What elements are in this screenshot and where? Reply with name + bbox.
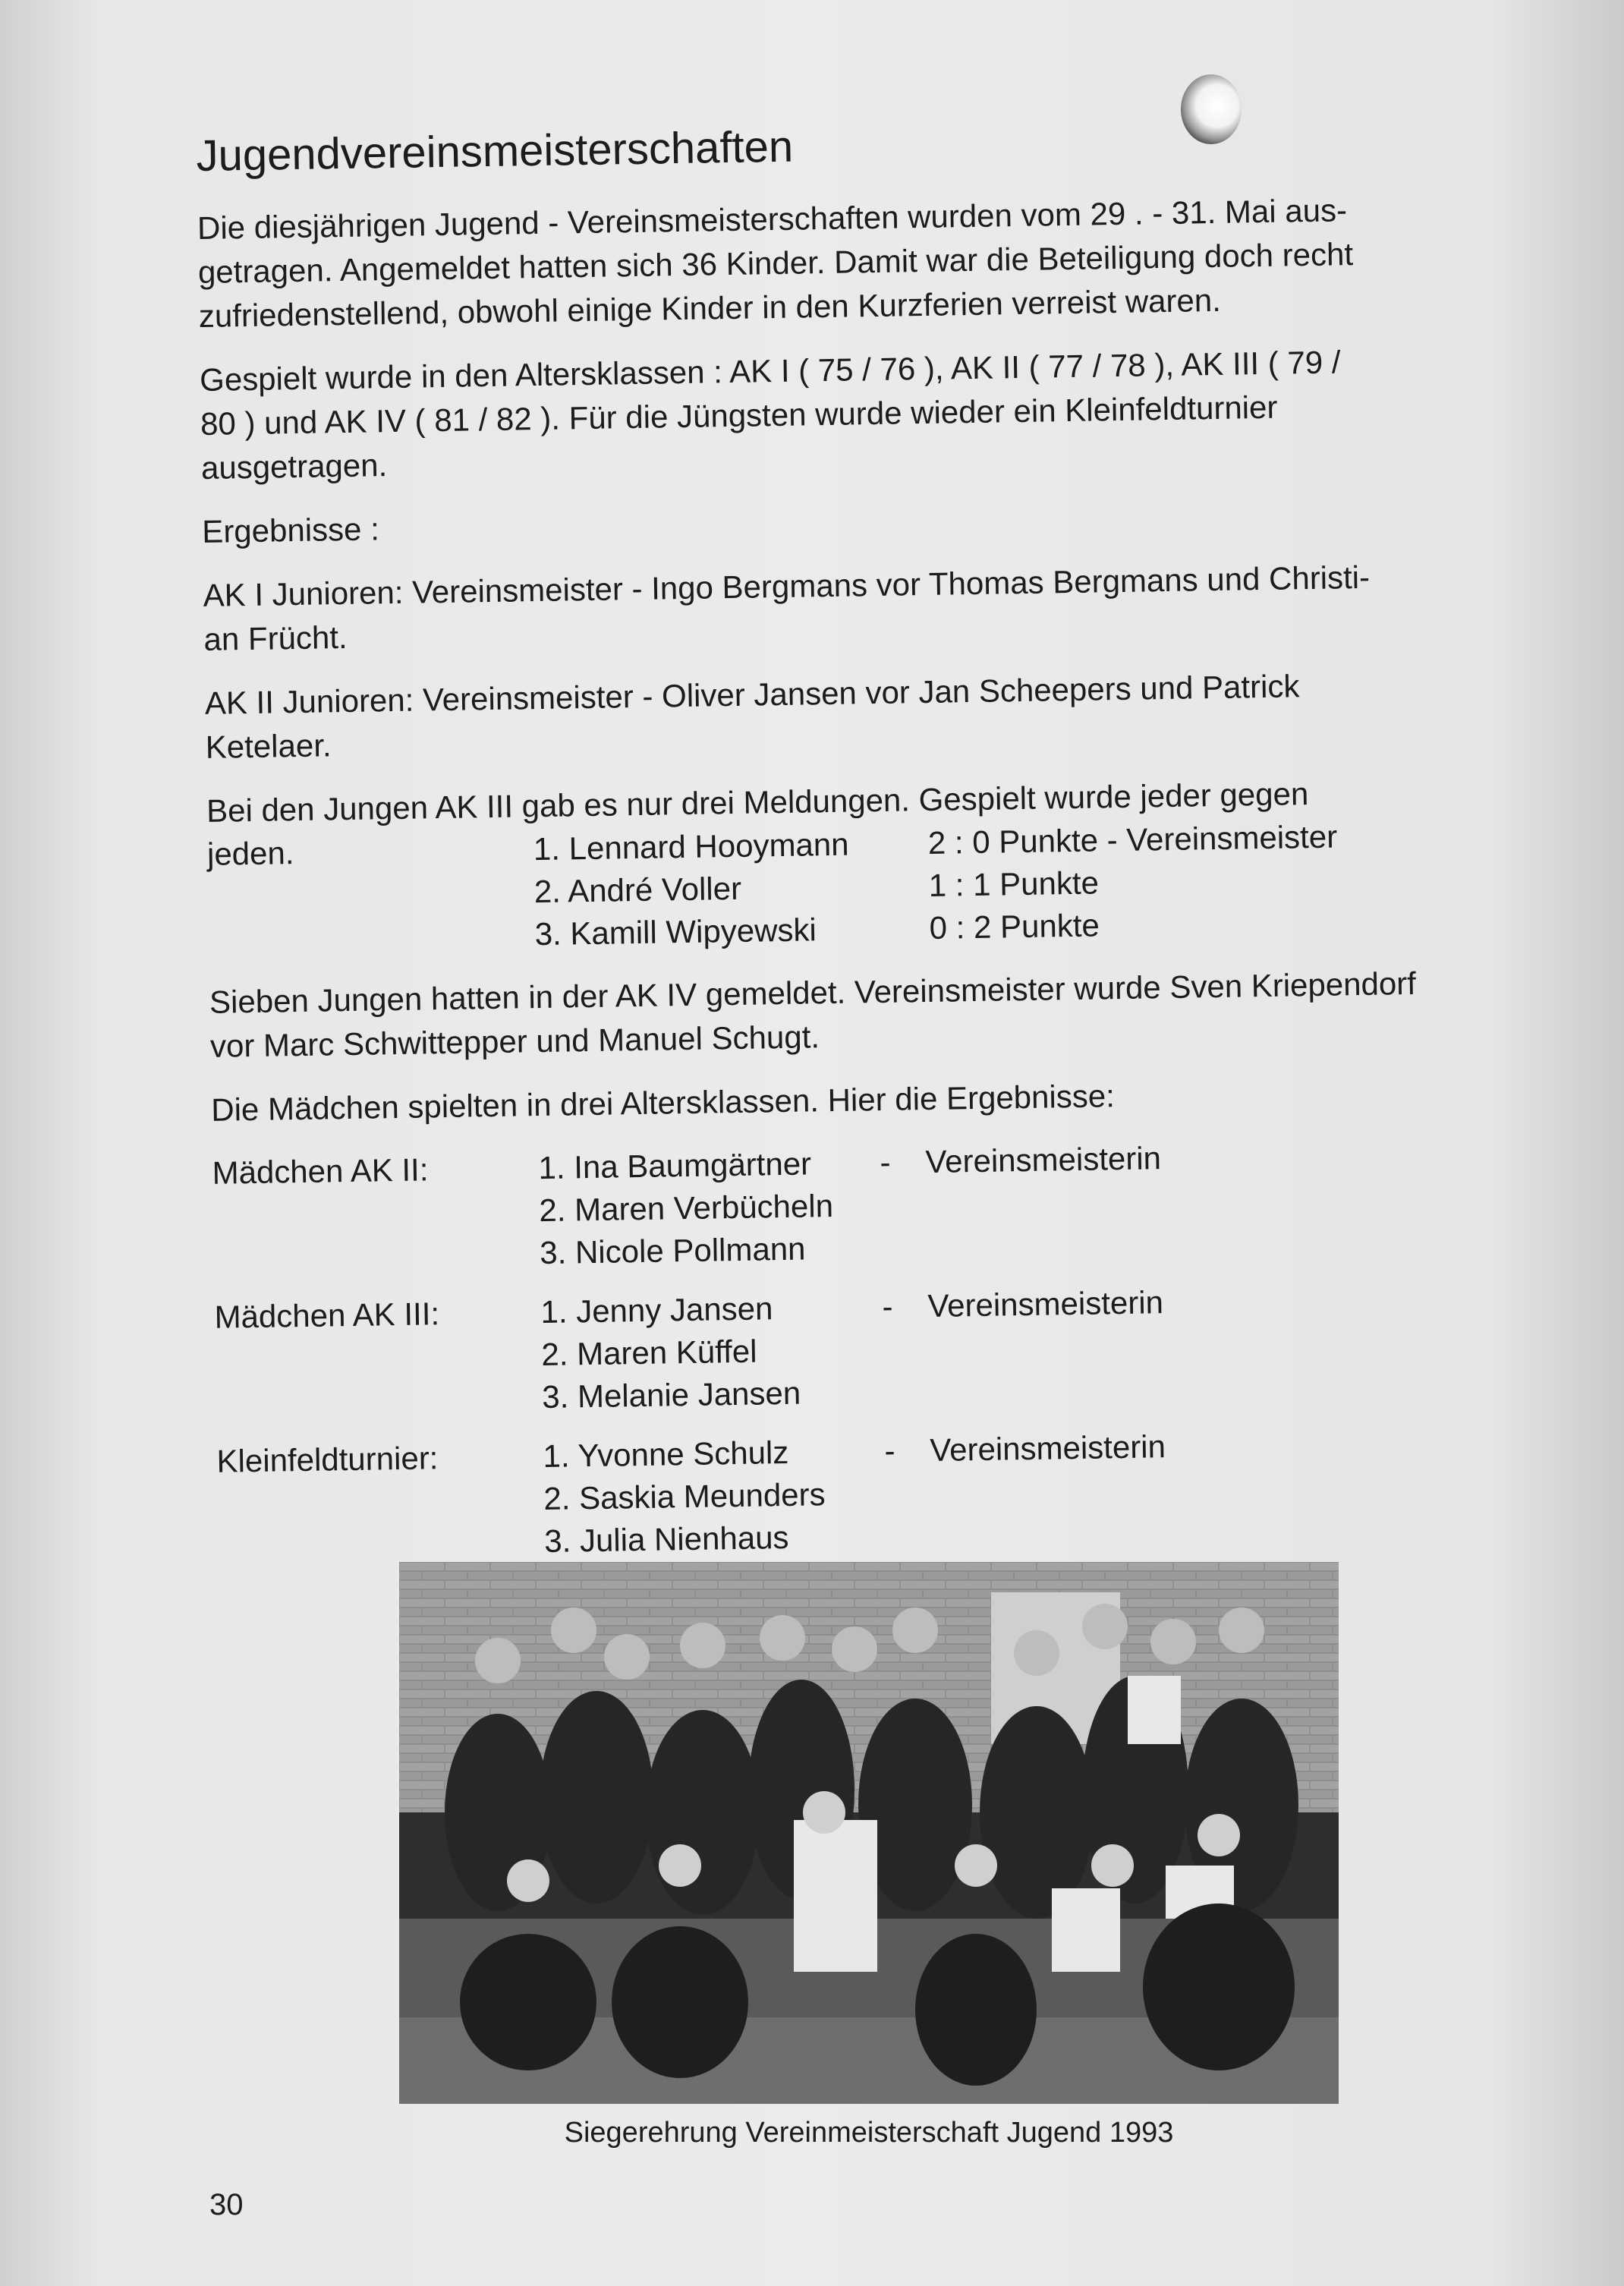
- age-classes-paragraph: [200, 338, 1509, 490]
- ak2-paragraph: [204, 661, 1512, 770]
- group-label: Kleinfeldturnier:: [216, 1440, 439, 1479]
- intro-line-3: zufriedenstellend, obwohl einige Kinder in den Kurzferien verreist waren.: [198, 282, 1222, 334]
- place-name: 1. Jenny Jansen: [540, 1290, 773, 1330]
- ak3-place-score: 0 : 2 Punkte: [929, 907, 1100, 946]
- ak3-place-name: 2. André Voller: [533, 870, 742, 910]
- ak3-place-score: 2 : 0 Punkte - Vereinsmeister: [927, 818, 1338, 861]
- winner-title: Vereinsmeisterin: [927, 1284, 1164, 1324]
- age-classes-line-3: ausgetragen.: [200, 447, 388, 486]
- girls-intro: Die Mädchen spielten in drei Altersklassen. Hier die Ergebnisse:: [210, 1078, 1116, 1128]
- place-name: 2. Maren Küffel: [541, 1333, 757, 1373]
- ak3-place-name: 3. Kamill Wipyewski: [534, 912, 817, 952]
- intro-line-1: Die diesjährigen Jugend - Vereinsmeisterschaften wurden vom 29 . - 31. Mai aus-: [197, 192, 1348, 246]
- ak2-line-1: AK II Junioren: Vereinsmeister - Oliver Jansen vor Jan Scheepers und Patrick: [204, 668, 1300, 721]
- dash: -: [880, 1144, 891, 1181]
- winner-title: Vereinsmeisterin: [925, 1140, 1162, 1180]
- intro-line-2: getragen. Angemeldet hatten sich 36 Kinder. Damit war die Beteiligung doch recht: [197, 236, 1354, 290]
- ak4-paragraph: [209, 960, 1518, 1069]
- kleinfeld-results: [216, 1420, 1525, 1568]
- ak4-line-2: vor Marc Schwittepper und Manuel Schugt.: [209, 1019, 820, 1064]
- age-classes-line-1: Gespielt wurde in den Altersklassen : AK I ( 75 / 76 ), AK II ( 77 / 78 ), AK III ( 79 /: [199, 344, 1341, 398]
- ak3-place-score: 1 : 1 Punkte: [928, 864, 1100, 903]
- place-name: 3. Julia Nienhaus: [543, 1519, 789, 1560]
- ak1-line-2: an Frücht.: [203, 619, 348, 657]
- place-name: 1. Ina Baumgärtner: [538, 1145, 812, 1186]
- ak3-line-1: Bei den Jungen AK III gab es nur drei Meldungen. Gespielt wurde jeder gegen: [206, 776, 1309, 829]
- ak1-paragraph: [203, 553, 1511, 662]
- ak3-place-name: 1. Lennard Hooymann: [533, 826, 849, 867]
- group-photo-image: [399, 1562, 1339, 2104]
- results-heading: Ergebnisse :: [201, 511, 380, 549]
- ak2-line-2: Ketelaer.: [205, 727, 332, 765]
- place-name: 3. Melanie Jansen: [541, 1374, 801, 1415]
- age-classes-line-2: 80 ) und AK IV ( 81 / 82 ). Für die Jüngsten wurde wieder ein Kleinfeldturnier: [200, 389, 1278, 442]
- place-name: 1. Yvonne Schulz: [543, 1434, 789, 1475]
- place-name: 2. Maren Verbücheln: [539, 1187, 834, 1229]
- photo-caption: Siegerehrung Vereinmeisterschaft Jugend 1993: [564, 2117, 1174, 2149]
- article: [196, 109, 1525, 1585]
- ak1-line-1: AK I Junioren: Vereinsmeister - Ingo Bergmans vor Thomas Bergmans und Christi-: [203, 559, 1371, 613]
- girls-ak2-results: [212, 1132, 1520, 1280]
- page-number: 30: [209, 2188, 244, 2221]
- place-name: 2. Saskia Meunders: [543, 1476, 826, 1517]
- group-photo: [399, 1562, 1339, 2104]
- ak3-results-table: [207, 813, 1515, 961]
- dash: -: [884, 1432, 895, 1469]
- girls-ak3-results: [214, 1276, 1522, 1424]
- place-name: 3. Nicole Pollmann: [539, 1230, 806, 1271]
- page-title: Jugendvereinsmeisterschaften: [196, 121, 794, 181]
- winner-title: Vereinsmeisterin: [930, 1428, 1166, 1469]
- intro-paragraph: [197, 186, 1506, 338]
- ak4-line-1: Sieben Jungen hatten in der AK IV gemeldet. Vereinsmeister wurde Sven Kriependorf: [209, 965, 1417, 1020]
- ak3-lead: jeden.: [206, 835, 294, 872]
- dash: -: [882, 1288, 893, 1324]
- group-label: Mädchen AK II:: [212, 1151, 429, 1191]
- group-label: Mädchen AK III:: [214, 1296, 440, 1335]
